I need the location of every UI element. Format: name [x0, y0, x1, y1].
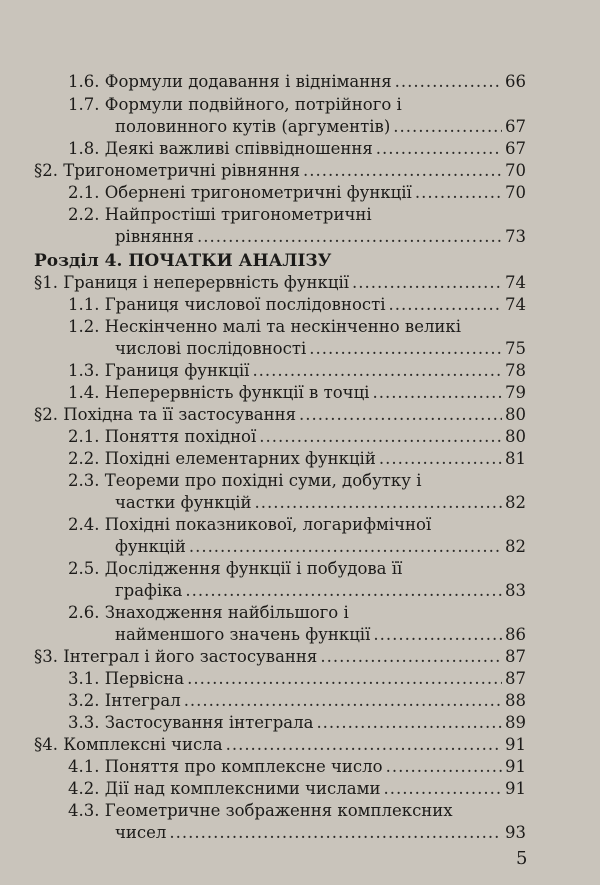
entry-number: 2.4.	[68, 515, 100, 534]
entry-title: Обернені тригонометричні функції	[104, 183, 412, 202]
toc-entry-2-5	[68, 558, 402, 580]
entry-number: 2.2.	[68, 205, 100, 224]
leader-dots	[309, 338, 502, 360]
entry-number: 2.5.	[68, 559, 100, 578]
leader-dots	[352, 272, 502, 294]
entry-title-cont: половинного кутів (аргументів)	[115, 117, 391, 136]
leader-dots	[316, 712, 502, 734]
entry-title: Неперервність функції в точці	[104, 383, 370, 402]
toc-entry-2-3	[68, 470, 421, 492]
toc-entry-2-2	[68, 204, 372, 226]
entry-number: 2.6.	[68, 603, 100, 622]
entry-page: 86	[505, 625, 526, 644]
leader-dots	[189, 536, 502, 558]
entry-title: Границя числової послідовності	[104, 295, 386, 314]
leader-dots	[389, 294, 502, 316]
entry-number: 2.1.	[68, 427, 100, 446]
entry-number: 1.6.	[68, 72, 100, 91]
entry-number: §2.	[34, 405, 58, 424]
entry-number: 2.2.	[68, 449, 100, 468]
toc-entry-1-4	[68, 382, 526, 404]
entry-page: 88	[505, 691, 526, 710]
toc-entry-2-5-cont	[115, 580, 526, 602]
entry-title: Інтеграл	[104, 691, 181, 710]
entry-title: Похідні елементарних функцій	[104, 449, 376, 468]
leader-dots	[415, 182, 502, 204]
toc-entry-4-3-cont	[115, 822, 526, 844]
entry-title: Границя функції	[104, 361, 250, 380]
leader-dots	[259, 426, 502, 448]
entry-title: Формули подвійного, потрійного і	[104, 95, 402, 114]
leader-dots	[395, 71, 502, 93]
toc-entry-2-1	[68, 182, 526, 204]
toc-entry-4-3	[68, 800, 453, 822]
toc-entry-2-2-cont	[115, 226, 526, 248]
toc-entry-2-3-cont	[115, 492, 526, 514]
entry-title-cont: рівняння	[115, 227, 194, 246]
entry-title-cont: функцій	[115, 537, 186, 556]
entry-title: Інтеграл і його застосування	[63, 647, 318, 666]
leader-dots	[386, 756, 502, 778]
toc-section-2	[34, 160, 526, 182]
chapter-heading: Розділ 4. ПОЧАТКИ АНАЛІЗУ	[34, 251, 332, 271]
leader-dots	[255, 492, 503, 514]
entry-title: Первісна	[104, 669, 185, 688]
entry-title: Поняття похідної	[104, 427, 257, 446]
entry-title: Границя і неперервність функції	[63, 273, 350, 292]
entry-page: 75	[505, 339, 526, 358]
entry-number: §2.	[34, 161, 58, 180]
entry-number: 3.2.	[68, 691, 100, 710]
entry-number: §3.	[34, 647, 58, 666]
toc-entry-3-3	[68, 712, 526, 734]
entry-page: 82	[505, 493, 526, 512]
entry-number: 1.4.	[68, 383, 100, 402]
toc-section-4	[34, 734, 526, 756]
entry-title: Дії над комплексними числами	[104, 779, 381, 798]
entry-title: Геометричне зображення комплексних	[104, 801, 453, 820]
toc-entry-4-2	[68, 778, 526, 800]
entry-page: 73	[505, 227, 526, 246]
leader-dots	[383, 778, 502, 800]
entry-page: 74	[505, 273, 526, 292]
entry-page: 80	[505, 405, 526, 424]
entry-page: 79	[505, 383, 526, 402]
leader-dots	[303, 160, 502, 182]
entry-number: 3.3.	[68, 713, 100, 732]
entry-number: 1.7.	[68, 95, 100, 114]
leader-dots	[184, 690, 502, 712]
entry-number: 3.1.	[68, 669, 100, 688]
leader-dots	[299, 404, 502, 426]
toc-entry-1-1	[68, 294, 526, 316]
entry-page: 91	[505, 757, 526, 776]
entry-page: 82	[505, 537, 526, 556]
leader-dots	[320, 646, 502, 668]
entry-page: 91	[505, 735, 526, 754]
entry-page: 70	[505, 161, 526, 180]
toc-entry-1-7-cont	[115, 116, 526, 138]
entry-title-cont: найменшого значень функції	[115, 625, 371, 644]
toc-entry-2-6-cont	[115, 624, 526, 646]
entry-page: 83	[505, 581, 526, 600]
entry-title: Формули додавання і віднімання	[104, 72, 392, 91]
toc-entry-1-2	[68, 316, 461, 338]
toc-entry-2-2b	[68, 448, 526, 470]
entry-number: 1.3.	[68, 361, 100, 380]
entry-title: Застосування інтеграла	[104, 713, 314, 732]
toc-entry-2-4	[68, 514, 431, 536]
entry-title: Похідна та її застосування	[63, 405, 297, 424]
entry-number: 2.3.	[68, 471, 100, 490]
entry-title: Знаходження найбільшого і	[104, 603, 349, 622]
entry-title: Тригонометричні рівняння	[63, 161, 300, 180]
entry-number: 4.2.	[68, 779, 100, 798]
entry-title: Деякі важливі співвідношення	[104, 139, 373, 158]
toc-entry-2-6	[68, 602, 349, 624]
toc-section-2-derivative	[34, 404, 526, 426]
entry-title: Похідні показникової, логарифмічної	[104, 515, 432, 534]
toc-entry-1-8	[68, 138, 526, 160]
entry-page: 81	[505, 449, 526, 468]
toc-entry-1-7	[68, 94, 402, 116]
toc-entry-4-1	[68, 756, 526, 778]
entry-title: Дослідження функції і побудова її	[104, 559, 403, 578]
leader-dots	[185, 580, 502, 602]
leader-dots	[226, 734, 502, 756]
leader-dots	[376, 138, 502, 160]
entry-page: 67	[505, 139, 526, 158]
toc-entry-2-4-cont	[115, 536, 526, 558]
toc-entry-2-1b	[68, 426, 526, 448]
entry-number: §1.	[34, 273, 58, 292]
entry-title: Поняття про комплексне число	[104, 757, 383, 776]
entry-title: Теореми про похідні суми, добутку і	[104, 471, 422, 490]
entry-title: Нескінченно малі та нескінченно великі	[104, 317, 462, 336]
entry-page: 80	[505, 427, 526, 446]
entry-number: 4.1.	[68, 757, 100, 776]
toc-section-3	[34, 646, 526, 668]
leader-dots	[373, 624, 502, 646]
leader-dots	[379, 448, 502, 470]
entry-title-cont: числові послідовності	[115, 339, 307, 358]
toc-section-1	[34, 272, 526, 294]
entry-page: 87	[505, 669, 526, 688]
entry-page: 87	[505, 647, 526, 666]
toc-entry-3-1	[68, 668, 526, 690]
toc-entry-3-2	[68, 690, 526, 712]
leader-dots	[393, 116, 502, 138]
entry-page: 78	[505, 361, 526, 380]
leader-dots	[169, 822, 502, 844]
leader-dots	[252, 360, 502, 382]
entry-page: 93	[505, 823, 526, 842]
leader-dots	[187, 668, 502, 690]
entry-page: 66	[505, 72, 526, 91]
entry-number: 1.2.	[68, 317, 100, 336]
entry-number: §4.	[34, 735, 58, 754]
entry-number: 1.1.	[68, 295, 100, 314]
entry-title-cont: графіка	[115, 581, 183, 600]
entry-title: Найпростіші тригонометричні	[104, 205, 372, 224]
entry-page: 67	[505, 117, 526, 136]
entry-page: 70	[505, 183, 526, 202]
toc-entry-1-6	[68, 71, 526, 93]
page-number: 5	[516, 848, 528, 869]
entry-page: 74	[505, 295, 526, 314]
entry-title-cont: чисел	[115, 823, 167, 842]
leader-dots	[197, 226, 502, 248]
entry-number: 4.3.	[68, 801, 100, 820]
entry-number: 1.8.	[68, 139, 100, 158]
entry-page: 91	[505, 779, 526, 798]
entry-title-cont: частки функцій	[115, 493, 252, 512]
leader-dots	[372, 382, 502, 404]
entry-title: Комплексні числа	[63, 735, 223, 754]
entry-number: 2.1.	[68, 183, 100, 202]
toc-entry-1-3	[68, 360, 526, 382]
entry-page: 89	[505, 713, 526, 732]
toc-entry-1-2-cont	[115, 338, 526, 360]
